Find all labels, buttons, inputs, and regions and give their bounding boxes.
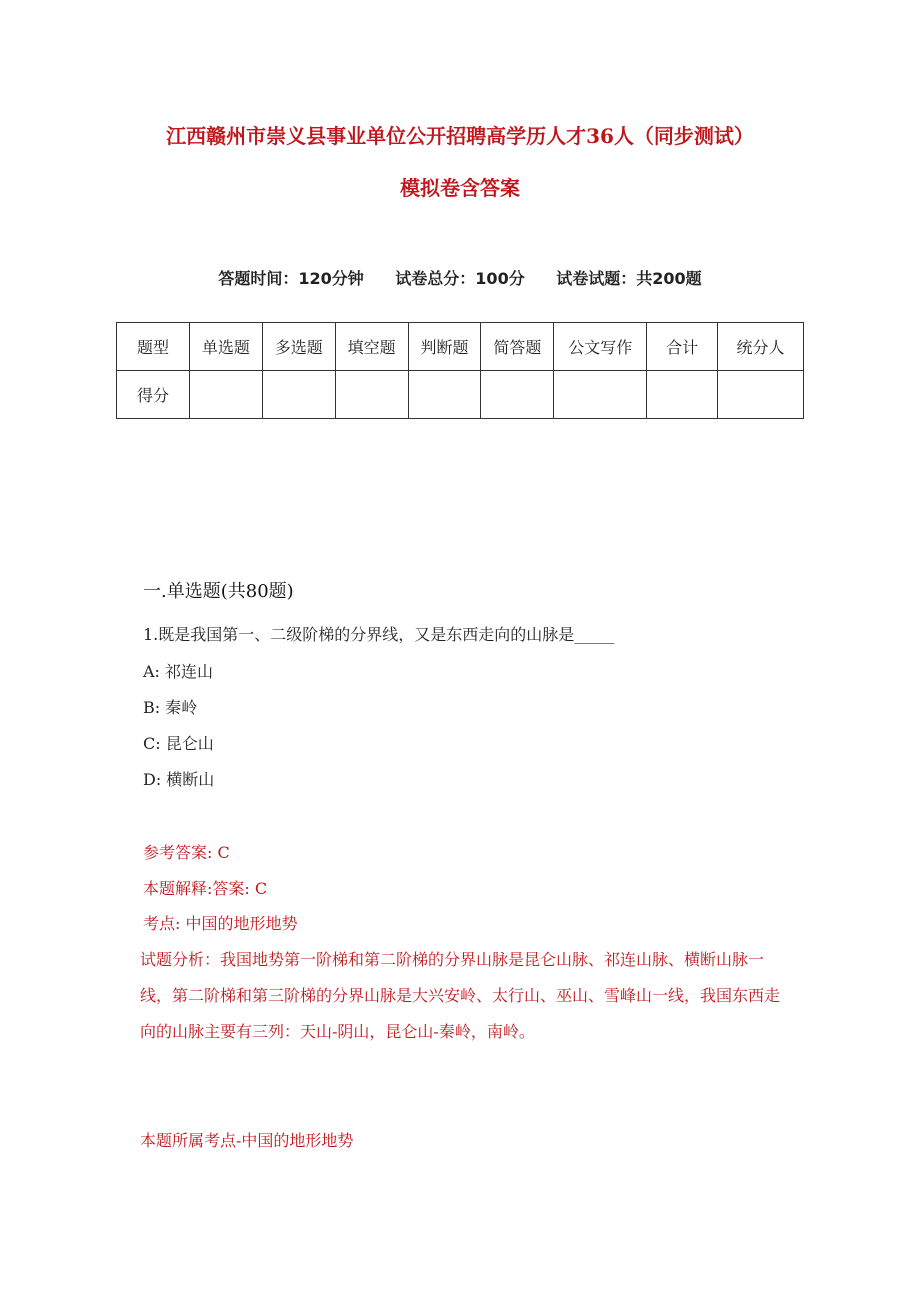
score-cell [335,371,408,419]
answer-explanation: 本题解释:答案: C [143,879,268,898]
score-table-header: 单选题 [189,323,262,371]
exam-time: 答题时间：120分钟 [218,269,364,288]
score-cell [189,371,262,419]
document-title-line2: 模拟卷含答案 [400,176,520,200]
score-table-header: 合计 [647,323,718,371]
score-table-header: 多选题 [262,323,335,371]
score-table-header-row [117,323,804,371]
belongs-point: 本题所属考点-中国的地形地势 [140,1131,354,1150]
score-cell [718,371,804,419]
document-title-line1: 江西赣州市崇义县事业单位公开招聘高学历人才36人（同步测试） [166,124,754,148]
score-table-score-row [117,371,804,419]
option-b: B: 秦岭 [143,698,198,717]
score-cell [408,371,481,419]
score-cell [481,371,554,419]
score-cell [554,371,647,419]
section-heading: 一.单选题(共80题) [143,581,294,602]
reference-answer: 参考答案: C [143,843,230,862]
score-table-header: 填空题 [335,323,408,371]
score-row-label: 得分 [117,371,190,419]
score-table-header: 统分人 [718,323,804,371]
exam-total-score: 试卷总分：100分 [395,269,525,288]
exam-meta [0,266,920,289]
score-table-header: 公文写作 [554,323,647,371]
question-analysis: 试题分析：我国地势第一阶梯和第二阶梯的分界山脉是昆仑山脉、祁连山脉、横断山脉一线，第二阶梯和第三阶梯的分界山脉是大兴安岭、太行山、巫山、雪峰山一线，我国东西走向的山脉主要有三列：天山-阴山，昆仑山-秦岭，南岭。 [140,950,781,1041]
score-cell [262,371,335,419]
score-cell [647,371,718,419]
score-table [116,322,804,419]
option-c: C: 昆仑山 [143,734,214,753]
question-stem: 1.既是我国第一、二级阶梯的分界线，又是东西走向的山脉是_____ [143,625,615,644]
knowledge-point: 考点: 中国的地形地势 [143,914,298,933]
option-a: A: 祁连山 [143,662,214,681]
score-table-header: 简答题 [481,323,554,371]
option-d: D: 横断山 [143,770,215,789]
score-table-header: 题型 [117,323,190,371]
exam-question-count: 试卷试题：共200题 [556,269,702,288]
score-table-header: 判断题 [408,323,481,371]
